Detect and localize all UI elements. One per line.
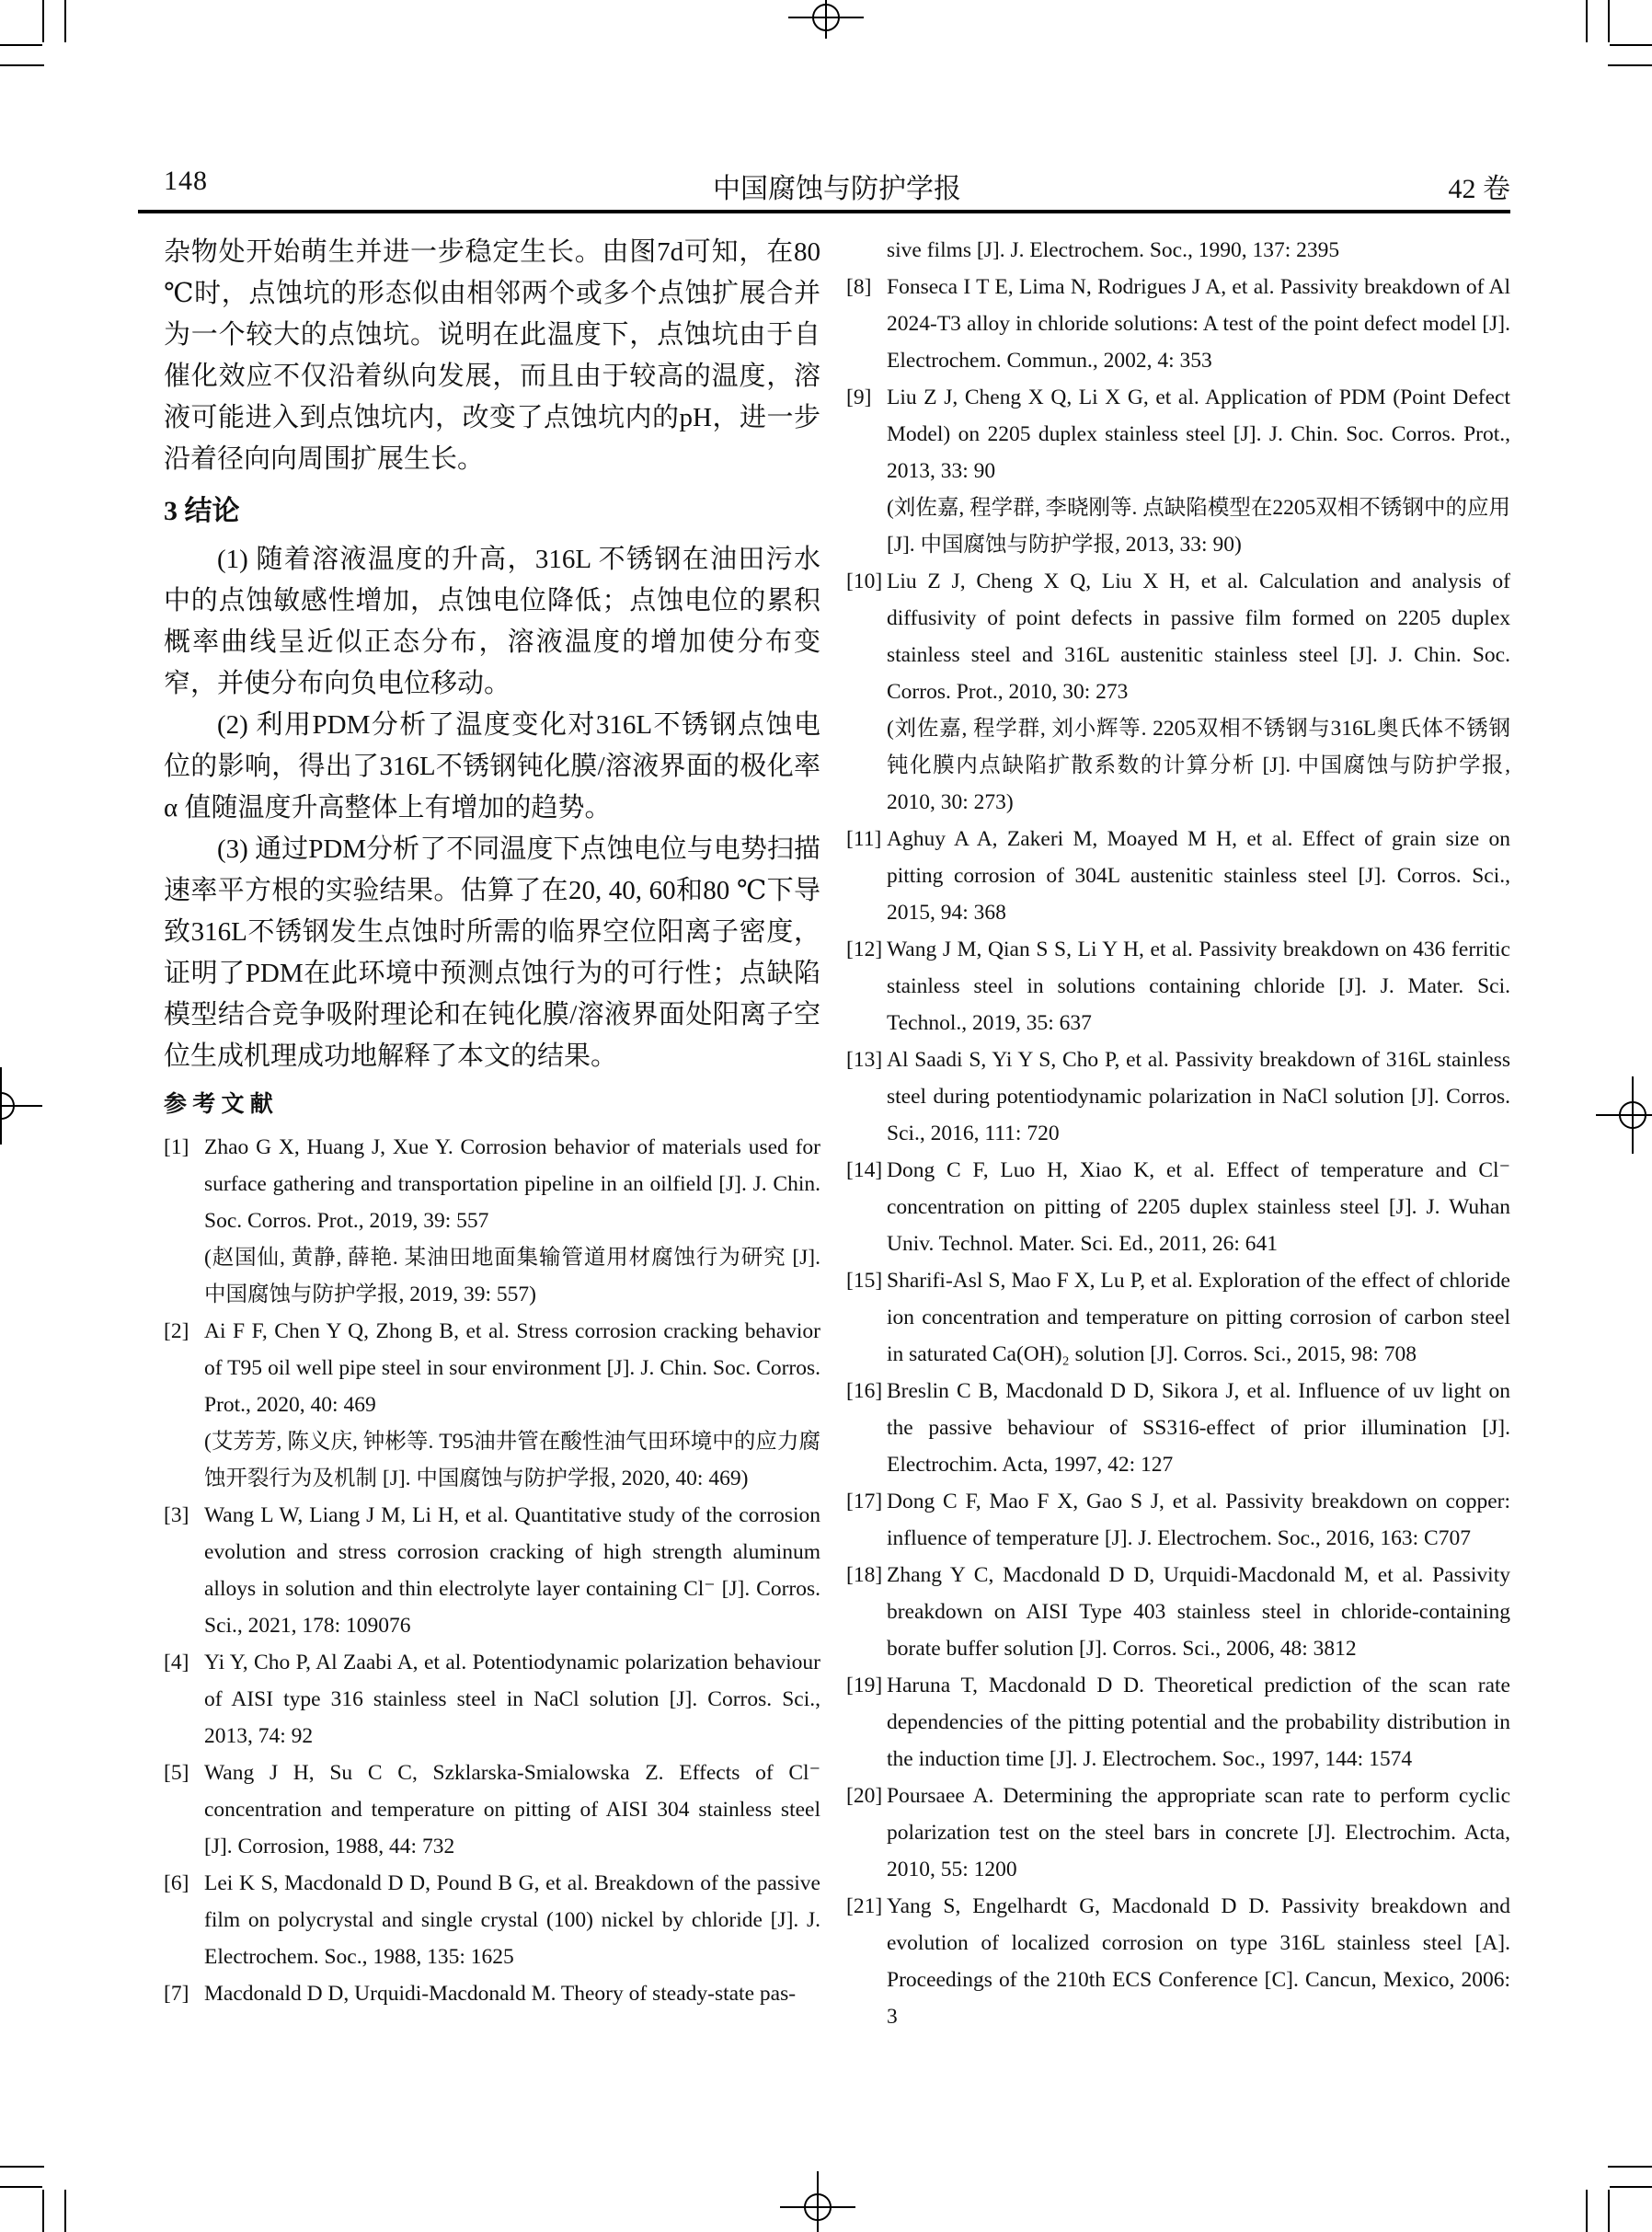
reference-text-en [164, 1313, 820, 1423]
reference-citation: Lei K S, Macdonald D D, Pound B G, et al. Breakdown of the passive film on polycrystal and single crystal (100) nickel by chloride [J]. J. Electrochem. Soc., 1988, 135: 1625 [204, 1871, 820, 1969]
reference-text-en [846, 269, 1510, 379]
reference-number: [11] [846, 827, 882, 851]
reference-text-en [164, 1644, 820, 1755]
reference-number: [18] [846, 1563, 883, 1587]
reference-citation: Fonseca I T E, Lima N, Rodrigues J A, et al. Passivity breakdown of Al 2024-T3 alloy in chloride solutions: A test of the point defect model [J]. Electrochem. Commun., 2002, 4: 353 [887, 275, 1510, 373]
reference-number: [16] [846, 1379, 883, 1403]
reference-text-en [846, 1152, 1510, 1262]
reference-citation: Aghuy A A, Zakeri M, Moayed M H, et al. Effect of grain size on pitting corrosion of 304L austenitic stainless steel [J]. Corros. Sci., 2015, 94: 368 [887, 827, 1510, 925]
reference-citation: Dong C F, Mao F X, Gao S J, et al. Passivity breakdown on copper: influence of temperature [J]. J. Electrochem. Soc., 2016, 163: C707 [887, 1490, 1510, 1550]
reference-item [164, 1865, 820, 1975]
reference-number: [8] [846, 275, 872, 299]
reference-number: [4] [164, 1651, 189, 1674]
reference-citation: Sharifi-Asl S, Mao F X, Lu P, et al. Exploration of the effect of chloride ion concentration and temperature on pitting corrosion of carbon steel in saturated Ca(OH)₂ solution [J]. Corros. Sci., 2015, 98: 708 [887, 1269, 1510, 1366]
reference-number: [3] [164, 1503, 189, 1527]
reference-item [846, 821, 1510, 931]
reference-text-cn: (刘佐嘉, 程学群, 李晓刚等. 点缺陷模型在2205双相不锈钢中的应用 [J]. 中国腐蚀与防护学报, 2013, 33: 90) [887, 496, 1510, 557]
reference-number: [13] [846, 1048, 883, 1072]
reference-text-en [846, 379, 1510, 489]
page-number: 148 [164, 166, 208, 196]
reference-item [846, 1888, 1510, 2035]
reference-text-en [164, 1865, 820, 1975]
reference-text-en [164, 1129, 820, 1239]
reference-citation: sive films [J]. J. Electrochem. Soc., 1990, 137: 2395 [887, 238, 1340, 262]
reference-text-en [846, 1557, 1510, 1667]
conclusion-item: (1) 随着溶液温度的升高，316L 不锈钢在油田污水中的点蚀敏感性增加，点蚀电位降低；点蚀电位的累积概率曲线呈近似正态分布，溶液温度的增加使分布变窄，并使分布向负电位移动。 [164, 545, 820, 698]
reference-item [846, 1778, 1510, 1888]
reference-number: [17] [846, 1490, 883, 1513]
conclusion-heading: 3 结论 [164, 496, 240, 526]
page-header [164, 166, 1510, 202]
reference-item [846, 1483, 1510, 1557]
reference-item [846, 1262, 1510, 1373]
reference-citation: Yi Y, Cho P, Al Zaabi A, et al. Potentiodynamic polarization behaviour of AISI type 316 stainless steel in NaCl solution [J]. Corros. Sci., 2013, 74: 92 [204, 1651, 820, 1748]
reference-citation: Liu Z J, Cheng X Q, Liu X H, et al. Calculation and analysis of diffusivity of point defects in passive film formed on 2205 duplex stainless steel and 316L austenitic stainless steel [J]. J. Chin. Soc. Corros. Prot., 2010, 30: 273 [887, 570, 1510, 704]
reference-text-en [846, 931, 1510, 1041]
volume-label: 42 卷 [1448, 174, 1510, 204]
reference-item [164, 1129, 820, 1313]
reference-citation: Haruna T, Macdonald D D. Theoretical prediction of the scan rate dependencies of the pitting potential and the probability distribution in the induction time [J]. J. Electrochem. Soc., 1997, 144: 1574 [887, 1674, 1510, 1771]
reference-list-right [846, 232, 1510, 2035]
reference-number: [14] [846, 1158, 883, 1182]
reference-citation: Wang J M, Qian S S, Li Y H, et al. Passivity breakdown on 436 ferritic stainless steel in solutions containing chloride [J]. J. Mater. Sci. Technol., 2019, 35: 637 [887, 938, 1510, 1035]
reference-item [164, 1313, 820, 1497]
reference-number: [5] [164, 1761, 189, 1785]
reference-citation: Ai F F, Chen Y Q, Zhong B, et al. Stress corrosion cracking behavior of T95 oil well pipe steel in sour environment [J]. J. Chin. Soc. Corros. Prot., 2020, 40: 469 [204, 1319, 820, 1417]
reference-citation: Wang J H, Su C C, Szklarska-Smialowska Z. Effects of Cl⁻ concentration and temperature on pitting of AISI 304 stainless steel [J]. Corrosion, 1988, 44: 732 [204, 1761, 820, 1858]
reference-number: [10] [846, 570, 883, 593]
reference-item [846, 1041, 1510, 1152]
journal-title: 中国腐蚀与防护学报 [713, 174, 961, 204]
conclusion-item: (3) 通过PDM分析了不同温度下点蚀电位与电势扫描速率平方根的实验结果。估算了在20, 40, 60和80 ℃下导致316L不锈钢发生点蚀时所需的临界空位阳离子密度，证明了PDM在此环境中预测点蚀行为的可行性；点缺陷模型结合竞争吸附理论和在钝化膜/溶液界面处阳离子空位生成机理成功地解释了本文的结果。 [164, 834, 820, 1071]
reference-citation: Breslin C B, Macdonald D D, Sikora J, et al. Influence of uv light on the passive behaviour of SS316-effect of prior illumination [J]. Electrochim. Acta, 1997, 42: 127 [887, 1379, 1510, 1477]
reference-item [164, 1975, 820, 2012]
reference-text-en [164, 1755, 820, 1865]
reference-item [846, 1667, 1510, 1778]
reference-number: [7] [164, 1982, 189, 2006]
reference-text-en [846, 1483, 1510, 1557]
reference-citation: Zhang Y C, Macdonald D D, Urquidi-Macdonald M, et al. Passivity breakdown on AISI Type 403 stainless steel in chloride-containing borate buffer solution [J]. Corros. Sci., 2006, 48: 3812 [887, 1563, 1510, 1661]
reference-text-en [846, 1041, 1510, 1152]
reference-citation: Liu Z J, Cheng X Q, Li X G, et al. Application of PDM (Point Defect Model) on 2205 duplex stainless steel [J]. J. Chin. Soc. Corros. Prot., 2013, 33: 90 [887, 385, 1510, 483]
reference-item [164, 1497, 820, 1644]
reference-citation: Dong C F, Luo H, Xiao K, et al. Effect of temperature and Cl⁻ concentration on pitting of 2205 duplex stainless steel [J]. J. Wuhan Univ. Technol. Mater. Sci. Ed., 2011, 26: 641 [887, 1158, 1510, 1256]
reference-text-en [846, 1262, 1510, 1373]
reference-text-en [846, 1778, 1510, 1888]
reference-number: [6] [164, 1871, 189, 1895]
reference-item [846, 269, 1510, 379]
reference-number: [15] [846, 1269, 883, 1293]
reference-citation: Wang L W, Liang J M, Li H, et al. Quantitative study of the corrosion evolution and stress corrosion cracking of high strength aluminum alloys in solution and thin electrolyte layer containing Cl⁻ [J]. Corros. Sci., 2021, 178: 109076 [204, 1503, 820, 1638]
conclusion-list [164, 539, 820, 1077]
reference-text-cn: (刘佐嘉, 程学群, 刘小辉等. 2205双相不锈钢与316L奥氏体不锈钢钝化膜内点缺陷扩散系数的计算分析 [J]. 中国腐蚀与防护学报, 2010, 30: 273) [887, 717, 1510, 814]
reference-number: [21] [846, 1894, 883, 1918]
reference-text-cn: (赵国仙, 黄静, 薛艳. 某油田地面集输管道用材腐蚀行为研究 [J]. 中国腐蚀与防护学报, 2019, 39: 557) [204, 1246, 820, 1306]
references-heading: 参 考 文 献 [164, 1092, 273, 1117]
reference-item [164, 1755, 820, 1865]
reference-item [846, 1557, 1510, 1667]
reference-item [846, 931, 1510, 1041]
reference-citation: Al Saadi S, Yi Y S, Cho P, et al. Passivity breakdown of 316L stainless steel during potentiodynamic polarization in NaCl solution [J]. Corros. Sci., 2016, 111: 720 [887, 1048, 1510, 1145]
reference-text-en [846, 563, 1510, 710]
reference-text-en [846, 232, 1510, 269]
reference-citation: Macdonald D D, Urquidi-Macdonald M. Theory of steady-state pas- [204, 1982, 797, 2006]
reference-text-en [164, 1975, 820, 2012]
left-column [164, 232, 820, 2012]
reference-citation: Yang S, Engelhardt G, Macdonald D D. Passivity breakdown and evolution of localized corrosion on type 316L stainless steel [A]. Proceedings of the 210th ECS Conference [C]. Cancun, Mexico, 2006: 3 [887, 1894, 1510, 2029]
reference-number: [2] [164, 1319, 189, 1343]
reference-item [846, 379, 1510, 563]
reference-item [164, 1644, 820, 1755]
reference-number: [20] [846, 1784, 883, 1808]
reference-citation: Zhao G X, Huang J, Xue Y. Corrosion behavior of materials used for surface gathering and transportation pipeline in an oilfield [J]. J. Chin. Soc. Corros. Prot., 2019, 39: 557 [204, 1135, 820, 1233]
conclusion-item: (2) 利用PDM分析了温度变化对316L不锈钢点蚀电位的影响，得出了316L不锈钢钝化膜/溶液界面的极化率 α 值随温度升高整体上有增加的趋势。 [164, 710, 820, 823]
reference-number: [1] [164, 1135, 189, 1159]
reference-text-en [846, 1888, 1510, 2035]
reference-item [846, 1152, 1510, 1262]
reference-text-cn: (艾芳芳, 陈义庆, 钟彬等. T95油井管在酸性油气田环境中的应力腐蚀开裂行为及机制 [J]. 中国腐蚀与防护学报, 2020, 40: 469) [204, 1430, 820, 1490]
intro-paragraph: 杂物处开始萌生并进一步稳定生长。由图7d可知，在80 ℃时，点蚀坑的形态似由相邻两个或多个点蚀扩展合并为一个较大的点蚀坑。说明在此温度下，点蚀坑由于自催化效应不仅沿着纵向发展，而且由于较高的温度，溶液可能进入到点蚀坑内，改变了点蚀坑内的pH，进一步沿着径向向周围扩展生长。 [164, 237, 820, 474]
reference-list-left [164, 1129, 820, 2012]
reference-citation: Poursaee A. Determining the appropriate scan rate to perform cyclic polarization test on the steel bars in concrete [J]. Electrochim. Acta, 2010, 55: 1200 [887, 1784, 1510, 1881]
reference-item [846, 232, 1510, 269]
right-column [846, 232, 1510, 2035]
reference-item [846, 563, 1510, 821]
reference-text-en [846, 821, 1510, 931]
reference-text-en [846, 1373, 1510, 1483]
reference-number: [19] [846, 1674, 883, 1697]
reference-text-en [846, 1667, 1510, 1778]
reference-number: [12] [846, 938, 883, 961]
reference-text-en [164, 1497, 820, 1644]
reference-number: [9] [846, 385, 872, 409]
reference-item [846, 1373, 1510, 1483]
header-rule [138, 210, 1510, 213]
